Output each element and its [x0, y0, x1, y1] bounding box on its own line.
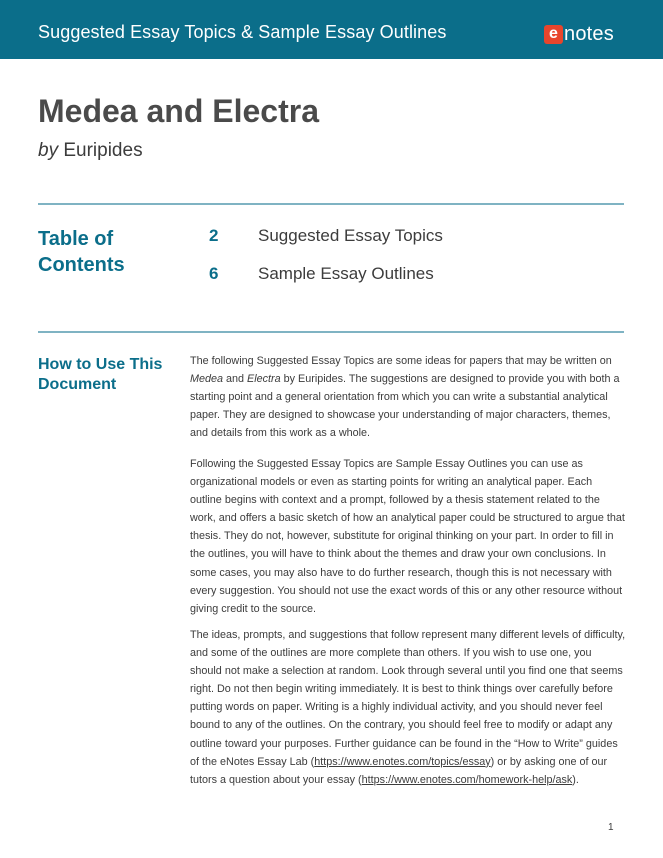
- work-title-electra: Electra: [247, 373, 281, 386]
- paragraph-1: The following Suggested Essay Topics are some ideas for papers that may be written on Medea and Electra by Euripides. The suggestions are designed to provide you with both a starting point and a general orientation from which you can write a substantial analytical paper. They are designed to showcase your understanding of major characters, themes, and details from this work as a whole.: [190, 355, 620, 440]
- page-header: [0, 0, 663, 59]
- work-title-medea: Medea: [190, 373, 224, 386]
- emphasis-sample-outlines: Sample Essay Outlines: [395, 458, 508, 470]
- header-title: Suggested Essay Topics & Sample Essay Outlines: [38, 22, 447, 42]
- divider-middle: [38, 331, 624, 333]
- essay-lab-link[interactable]: https://www.enotes.com/topics/essay: [314, 755, 491, 768]
- paragraph-2: Following the Suggested Essay Topics are Sample Essay Outlines you can use as organizational models or even as starting points for writing an analytical paper. Each outline begins with context and a prompt, followed by a thesis statement related to the work, and offers a basic sketch of how an analytical paper could be structured to argue that thesis. They do not, however, substitute for original thinking on your part. In order to fill in the outlines, you will have to think about the themes and draw your own conclusions. In some cases, you may also have to do further research, though this is not necessary with every suggestion. You should not use the exact words of this or any other resource without giving credit to the source.: [190, 458, 625, 615]
- document-title: Medea and Electra: [38, 93, 319, 129]
- how-to-use-heading: How to Use This Document: [38, 356, 163, 393]
- enotes-logo: [544, 23, 614, 45]
- toc-item-page: 2: [209, 226, 219, 245]
- paragraph-3: The ideas, prompts, and suggestions that follow represent many different levels of difficulty, and some of the outlines are more complete than others. If you wish to use one, you should not make a selection at random. Look through several until you find one that seems right. Do not then begin writing immediately. It is best to think things over carefully before putting words on paper. Writing is a highly individual activity, and you should never feel bound to any of the outlines. On the contrary, you should feel free to modify or adapt any outline toward your purposes. Further guidance can be found in the “How to Write” guides of the eNotes Essay Lab (https://www.enotes.com/topics/essay) or by asking one of our tutors a question about your essay (https://www.enotes.com/homework-help/ask).: [190, 629, 626, 786]
- author-name: Euripides: [63, 140, 143, 161]
- byline-by: by: [38, 140, 59, 161]
- toc-item-label: Suggested Essay Topics: [258, 226, 443, 245]
- logo-wordmark: notes: [564, 22, 614, 45]
- emphasis-suggested-topics: Suggested Essay Topics: [256, 355, 375, 367]
- toc-item[interactable]: [209, 262, 434, 286]
- toc-heading: Table of Contents: [38, 228, 125, 276]
- byline: [38, 140, 143, 162]
- homework-help-link[interactable]: https://www.enotes.com/homework-help/ask: [361, 773, 573, 786]
- toc-item-label: Sample Essay Outlines: [258, 264, 434, 283]
- toc-item-page: 6: [209, 264, 219, 283]
- toc-item[interactable]: [209, 224, 443, 248]
- page-number: 1: [608, 822, 614, 833]
- logo-e-mark: e: [544, 25, 563, 44]
- divider-top: [38, 203, 624, 205]
